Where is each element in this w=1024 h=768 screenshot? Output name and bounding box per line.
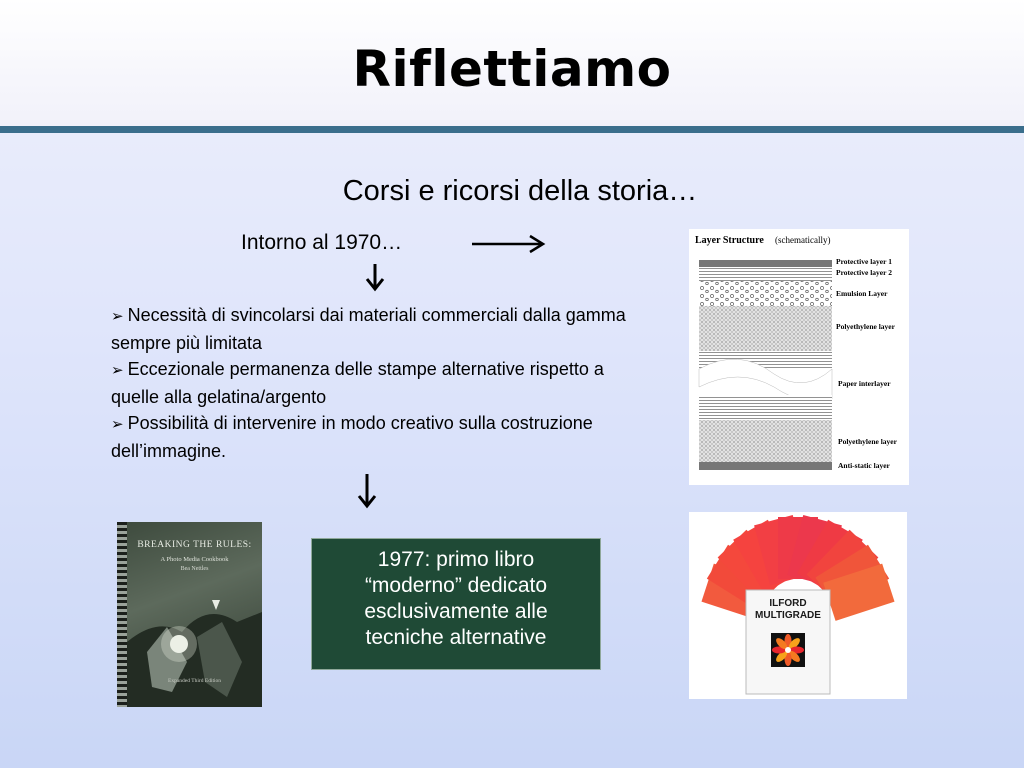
- bullet-item: ➢ Necessità di svincolarsi dai materiali commerciali dalla gamma sempre più limitata: [111, 305, 626, 353]
- layer-structure-diagram: [689, 229, 909, 485]
- arrow-down-icon: [356, 472, 378, 510]
- label-anti-static: Anti-static layer: [838, 461, 890, 470]
- slide-title: Riflettiamo: [352, 40, 672, 98]
- layer-paper-lower: [699, 395, 832, 420]
- layer-polyethylene-top: [699, 306, 832, 351]
- spiral-binding: [117, 522, 127, 707]
- arrow-right-icon: [470, 232, 548, 256]
- book-cover-image: [117, 522, 262, 707]
- layer-protective-2: [699, 267, 832, 281]
- label-polyethylene-top: Polyethylene layer: [836, 322, 895, 331]
- arrow-down-icon: [364, 262, 386, 292]
- ilford-multigrade-image: [689, 512, 907, 699]
- layer-polyethylene-bottom: [699, 420, 832, 462]
- book-edition: Expanded Third Edition: [167, 678, 222, 684]
- bullet-item: ➢ Possibilità di intervenire in modo creativo sulla costruzione dell’immagine.: [111, 413, 593, 461]
- label-emulsion: Emulsion Layer: [836, 289, 888, 298]
- multigrade-rosette-icon: [771, 633, 805, 667]
- slide-subtitle: Corsi e ricorsi della storia…: [342, 175, 698, 207]
- label-paper-interlayer: Paper interlayer: [838, 379, 891, 388]
- arrowhead-bullet-icon: ➢: [111, 416, 124, 433]
- label-protective-2: Protective layer 2: [836, 268, 892, 277]
- arrowhead-bullet-icon: ➢: [111, 362, 124, 379]
- arrowhead-bullet-icon: ➢: [111, 308, 124, 325]
- box-brand: ILFORD: [769, 598, 807, 609]
- period-label: Intorno al 1970…: [241, 231, 403, 254]
- highlight-box: 1977: primo libro “moderno” dedicato esclusivamente alle tecniche alternative: [311, 538, 601, 670]
- layer-protective-1: [699, 260, 832, 267]
- layer-anti-static: [699, 462, 832, 470]
- title-divider: [0, 126, 1024, 133]
- label-protective-1: Protective layer 1: [836, 257, 892, 266]
- diagram-title: Layer Structure: [695, 235, 764, 246]
- diagram-note: (schematically): [775, 235, 831, 245]
- box-product: MULTIGRADE: [755, 610, 821, 621]
- label-polyethylene-bottom: Polyethylene layer: [838, 437, 897, 446]
- layer-emulsion: [699, 281, 832, 306]
- book-subtitle: A Photo Media Cookbook: [160, 556, 229, 563]
- book-author: Bea Nettles: [180, 566, 209, 572]
- book-title: BREAKING THE RULES:: [137, 540, 252, 550]
- bullet-list: [111, 302, 641, 464]
- bullet-item: ➢ Eccezionale permanenza delle stampe alternative rispetto a quelle alla gelatina/argento: [111, 359, 604, 407]
